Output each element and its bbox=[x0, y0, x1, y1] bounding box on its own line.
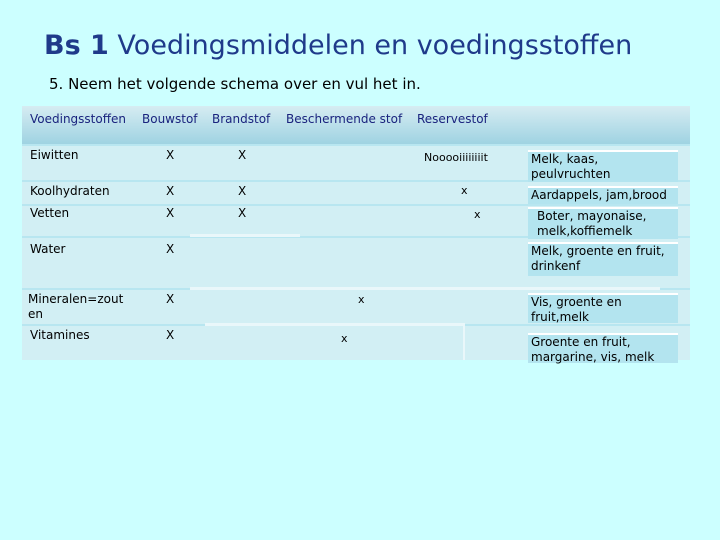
header-brandstof: Brandstof bbox=[212, 112, 271, 126]
row-mineralen-name: Mineralen=zout en bbox=[28, 292, 124, 321]
row-mineralen-bouwstof: X bbox=[166, 292, 175, 306]
row-vetten-bouwstof: X bbox=[166, 206, 175, 220]
header-reservestof: Reservestof bbox=[417, 112, 488, 126]
row-divider bbox=[190, 234, 300, 237]
row-mineralen-beschermend: x bbox=[358, 293, 365, 306]
row-vetten-name: Vetten bbox=[30, 206, 70, 220]
food-example-koolhydraten: Aardappels, jam,brood bbox=[528, 186, 678, 204]
row-vetten-brandstof: X bbox=[238, 206, 247, 220]
row-divider bbox=[190, 287, 660, 290]
food-example-eiwitten: Melk, kaas, peulvruchten bbox=[528, 150, 678, 182]
food-example-mineralen: Vis, groente en fruit,melk bbox=[528, 293, 678, 323]
row-koolhydraten-brandstof: X bbox=[238, 184, 247, 198]
row-eiwitten-brandstof: X bbox=[238, 148, 247, 162]
header-bouwstof: Bouwstof bbox=[142, 112, 198, 126]
header-beschermende-stof: Beschermende stof bbox=[286, 112, 403, 126]
row-eiwitten-name: Eiwitten bbox=[30, 148, 79, 162]
row-koolhydraten-name: Koolhydraten bbox=[30, 184, 110, 198]
food-example-water: Melk, groente en fruit, drinkenf bbox=[528, 242, 678, 276]
row-vetten-reservestof: x bbox=[474, 208, 481, 221]
header-voedingsstoffen: Voedingsstoffen bbox=[30, 112, 126, 126]
row-eiwitten-bouwstof: X bbox=[166, 148, 175, 162]
row-divider bbox=[205, 323, 465, 326]
row-koolhydraten-bouwstof: X bbox=[166, 184, 175, 198]
row-vitamines-name: Vitamines bbox=[30, 328, 90, 342]
row-koolhydraten-reservestof: x bbox=[461, 184, 468, 197]
row-eiwitten-reservestof: Nooooiiiiiiiit bbox=[424, 151, 488, 164]
instruction-text: 5. Neem het volgende schema over en vul het in. bbox=[49, 75, 421, 93]
slide-title: Bs 1 Voedingsmiddelen en voedingsstoffen bbox=[44, 30, 633, 61]
row-water-name: Water bbox=[30, 242, 66, 256]
column-divider bbox=[463, 323, 465, 360]
row-water-bouwstof: X bbox=[166, 242, 175, 256]
row-vitamines-beschermend: x bbox=[341, 332, 348, 345]
food-example-vetten: Boter, mayonaise, melk,koffiemelk bbox=[528, 207, 678, 239]
row-vitamines-bouwstof: X bbox=[166, 328, 175, 342]
food-example-vitamines: Groente en fruit, margarine, vis, melk bbox=[528, 333, 678, 363]
